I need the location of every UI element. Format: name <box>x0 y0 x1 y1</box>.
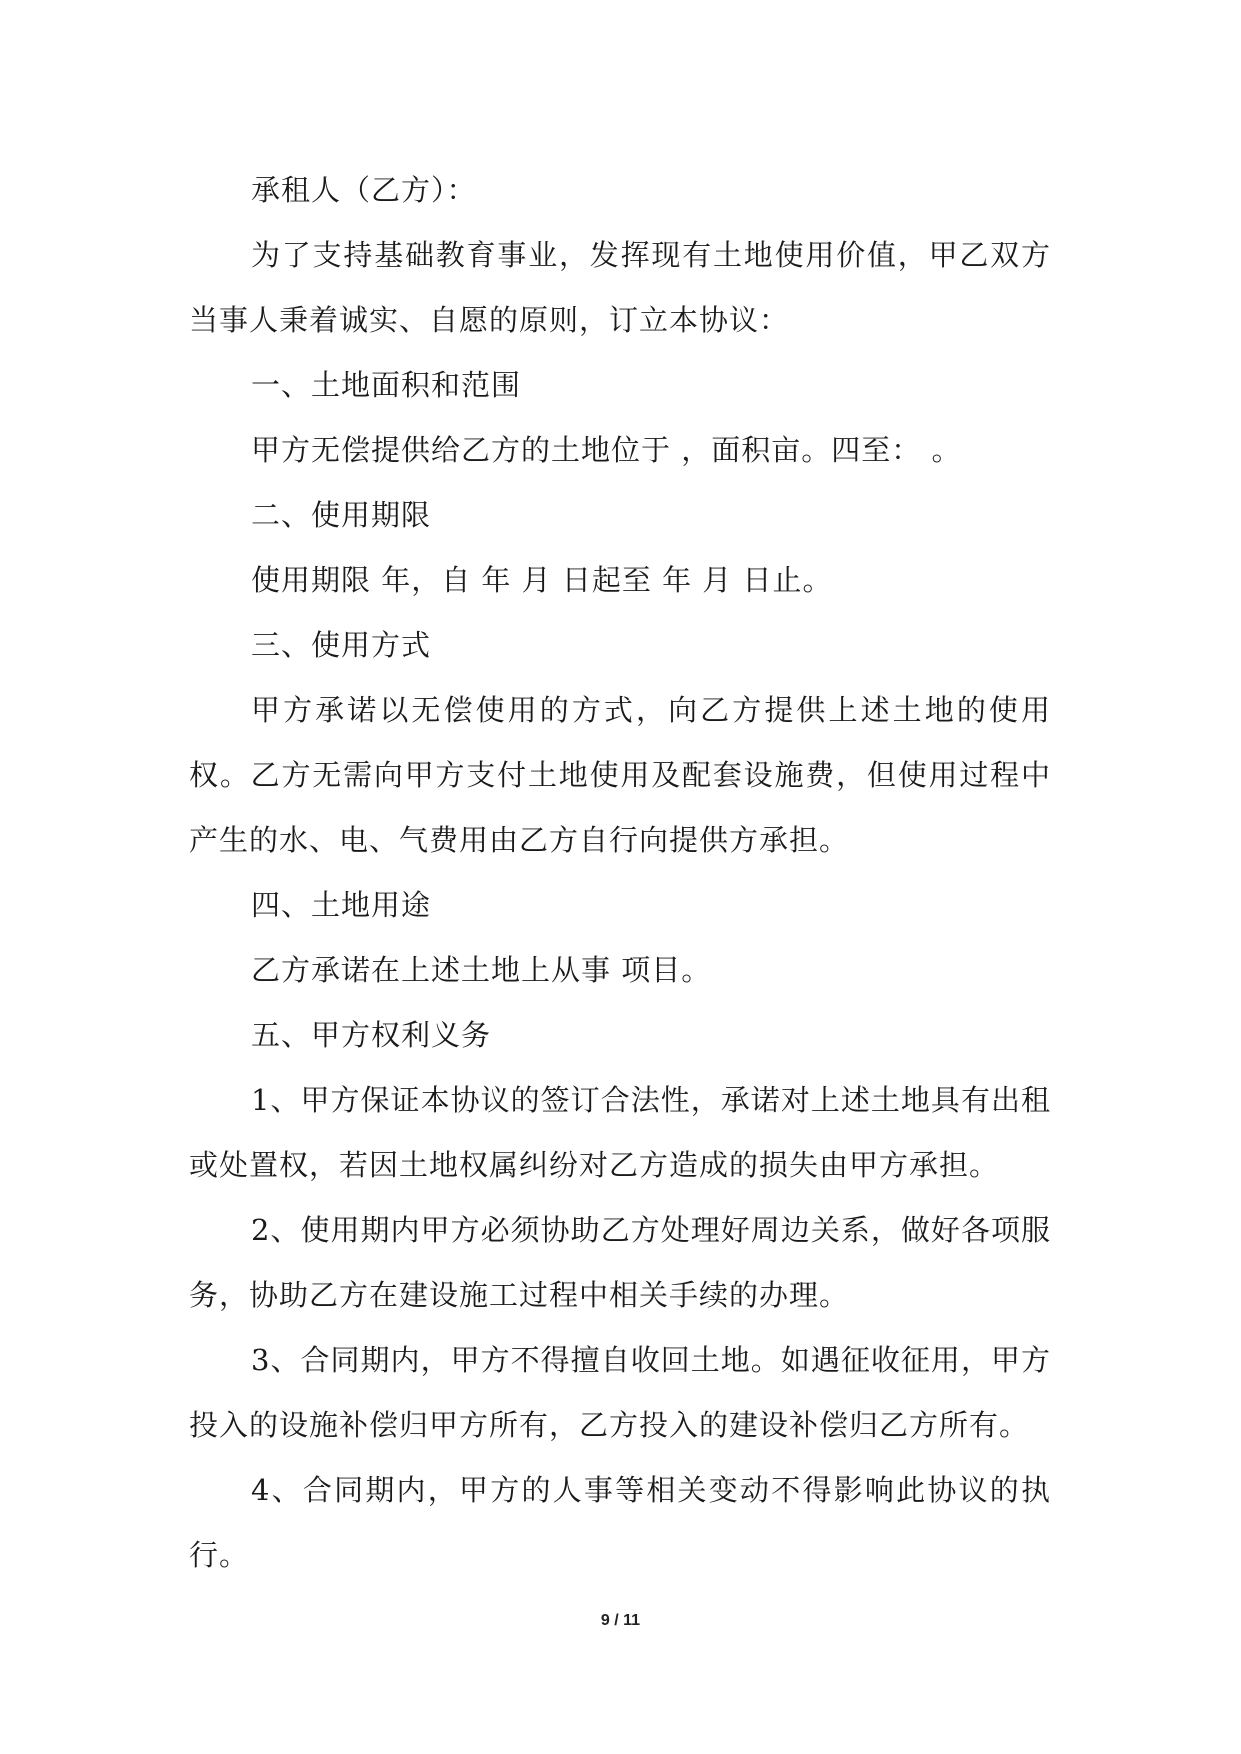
party-b-line: 承租人（乙方）： <box>251 173 477 207</box>
section-heading-term: 二、使用期限 <box>251 498 432 532</box>
section-heading-land-area: 一、土地面积和范围 <box>251 368 522 402</box>
party-a-clause-2: 2、使用期内甲方必须协助乙方处理好周边关系，做好各项服务，协助乙方在建设施工过程中相关手续的办理。 <box>189 1213 1051 1312</box>
section-heading-party-a-rights: 五、甲方权利义务 <box>251 1018 492 1052</box>
party-a-clause-1: 1、甲方保证本协议的签订合法性，承诺对上述土地具有出租或处置权，若因土地权属纠纷对乙方造成的损失由甲方承担。 <box>189 1083 1051 1182</box>
section-heading-land-purpose: 四、土地用途 <box>251 888 432 922</box>
usage-method-paragraph: 甲方承诺以无偿使用的方式，向乙方提供上述土地的使用权。乙方无需向甲方支付土地使用及配套设施费，但使用过程中产生的水、电、气费用由乙方自行向提供方承担。 <box>189 693 1051 857</box>
land-area-paragraph: 甲方无偿提供给乙方的土地位于 ，面积亩。四至： 。 <box>251 433 962 467</box>
preamble-paragraph: 为了支持基础教育事业，发挥现有土地使用价值，甲乙双方当事人秉着诚实、自愿的原则，订立本协议： <box>189 238 1051 337</box>
document-body <box>189 158 1051 1588</box>
page-number: 9 / 11 <box>600 1612 641 1629</box>
land-purpose-paragraph: 乙方承诺在上述土地上从事 项目。 <box>251 953 712 987</box>
section-heading-usage-method: 三、使用方式 <box>251 628 432 662</box>
party-a-clause-4: 4、合同期内，甲方的人事等相关变动不得影响此协议的执行。 <box>189 1473 1051 1572</box>
party-a-clause-3: 3、合同期内，甲方不得擅自收回土地。如遇征收征用，甲方投入的设施补偿归甲方所有，乙方投入的建设补偿归乙方所有。 <box>189 1343 1051 1442</box>
term-paragraph: 使用期限 年，自 年 月 日起至 年 月 日止。 <box>251 563 833 597</box>
